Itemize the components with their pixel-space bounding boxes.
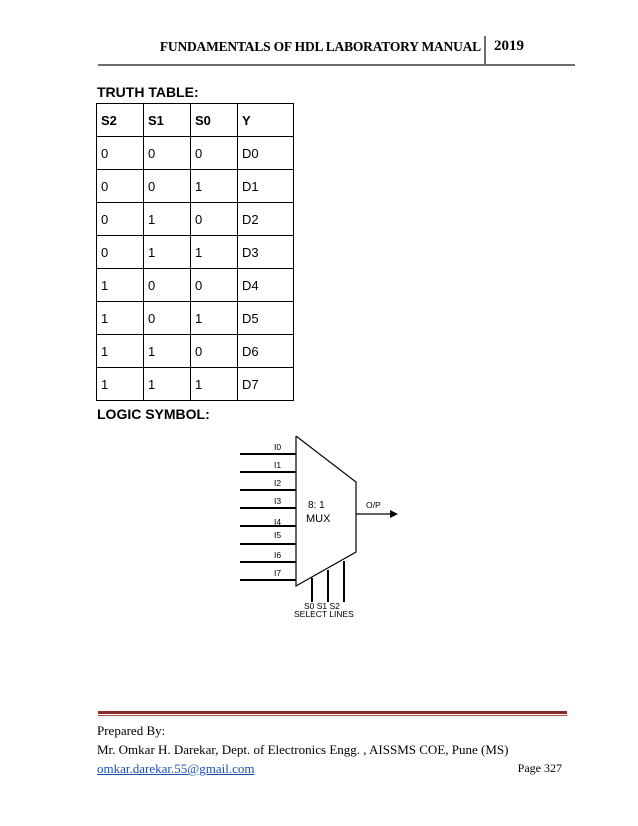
table-cell: 0 (97, 236, 144, 269)
column-header: Y (238, 104, 294, 137)
table-cell: D2 (238, 203, 294, 236)
footer-author-line: Mr. Omkar H. Darekar, Dept. of Electronics Engg. , AISSMS COE, Pune (MS) (97, 742, 509, 757)
table-cell: 1 (191, 236, 238, 269)
table-row (97, 302, 294, 335)
column-header: S2 (97, 104, 144, 137)
table-cell: D0 (238, 137, 294, 170)
table-row (97, 203, 294, 236)
table-cell: 0 (144, 269, 191, 302)
select-caption: SELECT LINES (294, 609, 354, 619)
table-cell: 1 (144, 368, 191, 401)
table-cell: D7 (238, 368, 294, 401)
table-cell: 1 (191, 170, 238, 203)
input-label: I1 (274, 460, 282, 470)
table-cell: 0 (191, 137, 238, 170)
table-cell: 0 (144, 302, 191, 335)
mux-body (296, 436, 356, 586)
table-cell: 0 (97, 137, 144, 170)
input-label: I7 (274, 568, 282, 578)
table-cell: 1 (191, 302, 238, 335)
table-header-row (97, 104, 294, 137)
table-cell: 1 (97, 269, 144, 302)
mux-label-ratio: 8: 1 (308, 500, 325, 511)
logic-symbol-heading: LOGIC SYMBOL: (97, 406, 210, 422)
table-cell: 1 (97, 335, 144, 368)
column-header: S0 (191, 104, 238, 137)
table-cell: 0 (191, 335, 238, 368)
table-row (97, 269, 294, 302)
table-row (97, 236, 294, 269)
table-cell: D5 (238, 302, 294, 335)
select-labels: S0 S1 S2 (304, 601, 340, 611)
table-cell: 0 (191, 269, 238, 302)
column-header: S1 (144, 104, 191, 137)
table-cell: 0 (144, 170, 191, 203)
table-cell: 0 (191, 203, 238, 236)
table-row (97, 368, 294, 401)
table-cell: 1 (97, 302, 144, 335)
output-arrow-icon (390, 510, 398, 518)
email-link[interactable]: omkar.darekar.55@gmail.com (97, 761, 255, 776)
table-cell: 1 (97, 368, 144, 401)
footer-divider-thin (98, 715, 567, 716)
input-label: I3 (274, 496, 282, 506)
page-number: Page 327 (517, 761, 562, 775)
table-cell: 1 (191, 368, 238, 401)
input-label: I6 (274, 550, 282, 560)
manual-title: FUNDAMENTALS OF HDL LABORATORY MANUAL (159, 39, 481, 54)
table-cell: D6 (238, 335, 294, 368)
table-cell: 0 (144, 137, 191, 170)
table-cell: 1 (144, 335, 191, 368)
truth-table-heading: TRUTH TABLE: (97, 84, 199, 100)
table-row (97, 137, 294, 170)
footer-prepared-by: Prepared By: (97, 723, 166, 738)
table-cell: D4 (238, 269, 294, 302)
footer-email-wrap (97, 761, 254, 777)
table-row (97, 335, 294, 368)
manual-year: 2019 (494, 38, 524, 54)
table-cell: 0 (97, 170, 144, 203)
table-cell: 0 (97, 203, 144, 236)
input-label: I4 (274, 517, 282, 527)
table-cell: 1 (144, 236, 191, 269)
output-label: O/P (366, 500, 381, 510)
table-cell: D1 (238, 170, 294, 203)
truth-table (96, 103, 294, 401)
mux-logic-symbol (238, 436, 408, 621)
page-header (98, 36, 575, 66)
table-cell: D3 (238, 236, 294, 269)
mux-label-name: MUX (306, 513, 331, 525)
input-label: I5 (274, 530, 282, 540)
header-divider (484, 36, 486, 64)
input-label: I0 (274, 442, 282, 452)
table-row (97, 170, 294, 203)
footer-divider (98, 711, 567, 714)
input-label: I2 (274, 478, 282, 488)
table-cell: 1 (144, 203, 191, 236)
